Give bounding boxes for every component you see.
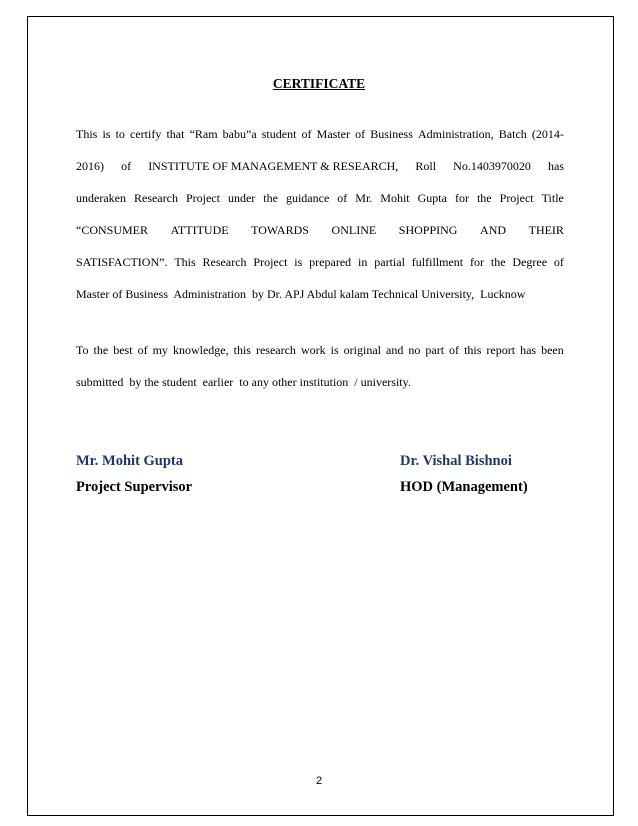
word: Master (316, 127, 350, 141)
word: guidance (285, 191, 330, 205)
word: is (102, 127, 111, 141)
word: the (93, 343, 109, 357)
word: in (358, 255, 368, 269)
word: of (301, 127, 312, 141)
word: the (490, 255, 506, 269)
word: this (464, 343, 482, 357)
paragraph-line (76, 127, 564, 159)
word: This (174, 255, 196, 269)
word: (2014- (531, 127, 564, 141)
word: Business (370, 127, 413, 141)
paragraph-line (76, 255, 564, 287)
word: SATISFACTION”. (76, 255, 168, 269)
word: of (355, 127, 366, 141)
word: work (300, 343, 326, 357)
word: that (166, 127, 185, 141)
word: underaken (76, 191, 126, 205)
word: TOWARDS (251, 223, 309, 237)
word: part (425, 343, 445, 357)
supervisor-name: Mr. Mohit Gupta (76, 453, 184, 469)
word: my (152, 343, 168, 357)
word: Project (499, 191, 534, 205)
word: partial (374, 255, 405, 269)
paragraph-line: submitted by the student earlier to any other institution / university. (76, 375, 411, 389)
supervisor-role: Project Supervisor (76, 479, 193, 495)
word: of (337, 191, 348, 205)
word: has (547, 159, 564, 173)
hod-role: HOD (Management) (400, 479, 528, 495)
word: SHOPPING (398, 223, 458, 237)
word: ATTITUDE (170, 223, 229, 237)
certification-paragraph (76, 127, 564, 319)
word: Project (253, 255, 288, 269)
word: Mohit (380, 191, 410, 205)
word: This (76, 127, 98, 141)
paragraph-line (76, 159, 564, 191)
word: Batch (498, 127, 527, 141)
word: INSTITUTE OF MANAGEMENT & RESEARCH, (148, 159, 399, 173)
word: AND (480, 223, 507, 237)
word: no (408, 343, 421, 357)
word: the (476, 191, 492, 205)
word: of (553, 255, 564, 269)
paragraph-line (76, 343, 564, 375)
word: knowledge, (172, 343, 229, 357)
word: of (449, 343, 460, 357)
word: of (137, 343, 148, 357)
paragraph-line (76, 191, 564, 223)
page-number: 2 (315, 775, 323, 787)
word: student (261, 127, 297, 141)
word: and (386, 343, 404, 357)
word: “Ram (189, 127, 218, 141)
word: Research (133, 191, 178, 205)
word: To (76, 343, 89, 357)
word: for (454, 191, 469, 205)
word: Administration, (418, 127, 494, 141)
word: Roll (415, 159, 437, 173)
word: been (541, 343, 564, 357)
word: for (469, 255, 484, 269)
word: to (115, 127, 125, 141)
word: best (113, 343, 133, 357)
word: the (263, 191, 278, 205)
certificate-title: CERTIFICATE (272, 76, 366, 91)
word: this (233, 343, 251, 357)
word: report (486, 343, 516, 357)
word: ONLINE (331, 223, 377, 237)
word: Project (185, 191, 220, 205)
word: original (343, 343, 381, 357)
word: Research (202, 255, 247, 269)
word: 2016) (76, 159, 104, 173)
word: babu”a (222, 127, 257, 141)
word: certify (130, 127, 162, 141)
word: of (121, 159, 132, 173)
hod-name: Dr. Vishal Bishnoi (400, 453, 512, 469)
word: Gupta (417, 191, 447, 205)
word: Title (541, 191, 564, 205)
word: prepared (309, 255, 352, 269)
word: Degree (512, 255, 548, 269)
word: research (255, 343, 296, 357)
paragraph-line (76, 223, 564, 255)
word: THEIR (528, 223, 564, 237)
word: under (227, 191, 256, 205)
word: Mr. (355, 191, 373, 205)
word: No.1403970020 (453, 159, 531, 173)
word: fulfillment (411, 255, 464, 269)
paragraph-line: Master of Business Administration by Dr. APJ Abdul kalam Technical University, Lucknow (76, 287, 526, 301)
word: has (520, 343, 537, 357)
word: “CONSUMER (76, 223, 149, 237)
word: is (330, 343, 339, 357)
declaration-paragraph (76, 343, 564, 407)
word: is (294, 255, 303, 269)
